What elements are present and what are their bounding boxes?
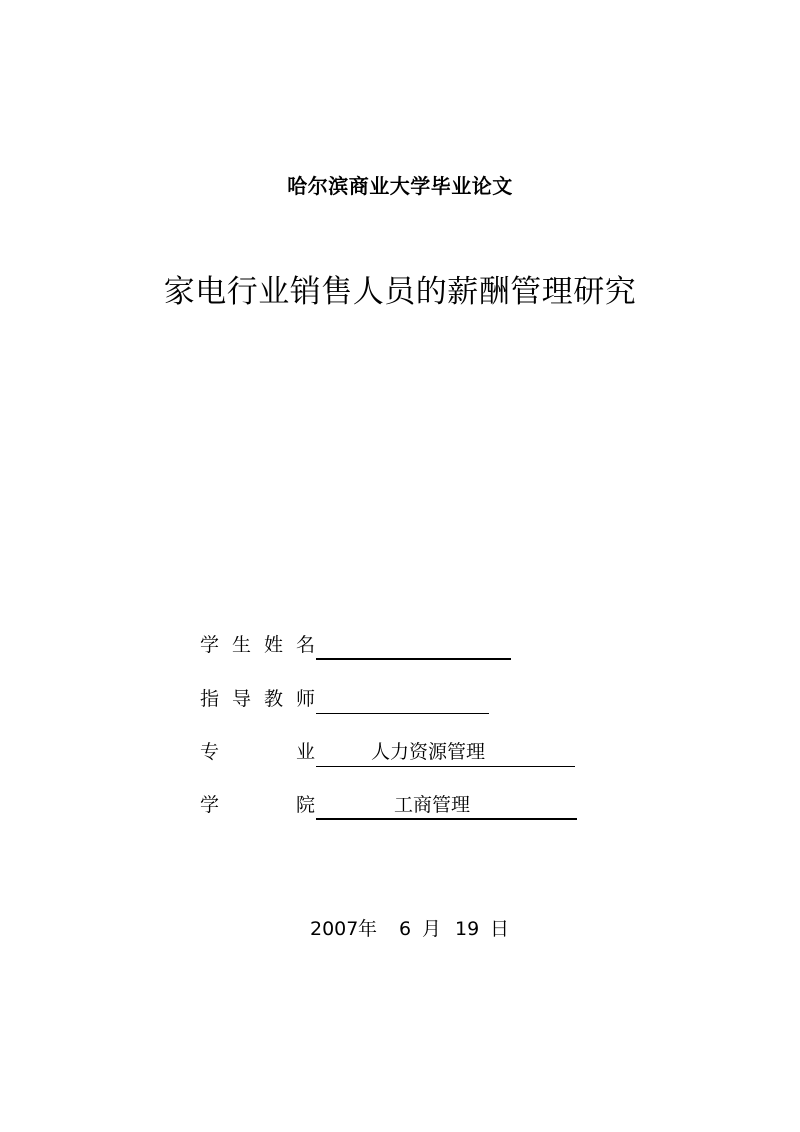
label-char: 业 xyxy=(296,741,316,763)
date-year-unit: 年 xyxy=(358,918,378,940)
major-label xyxy=(200,737,316,767)
label-char: 专 xyxy=(200,741,220,763)
tutor-field xyxy=(316,684,489,714)
thesis-title: 家电行业销售人员的薪酬管理研究 xyxy=(163,274,637,310)
date-month-unit: 月 xyxy=(422,918,442,940)
tutor-label xyxy=(200,684,316,714)
major-value: 人力资源管理 xyxy=(371,741,486,763)
label-char: 姓 xyxy=(264,634,284,656)
school-label xyxy=(200,790,316,820)
label-char: 师 xyxy=(296,688,316,710)
school-value: 工商管理 xyxy=(394,794,471,816)
label-char: 学 xyxy=(200,634,220,656)
date-month: 6 xyxy=(399,918,412,940)
date-day: 19 xyxy=(455,918,480,940)
university-heading: 哈尔滨商业大学毕业论文 xyxy=(287,174,513,198)
school-field xyxy=(316,790,577,820)
label-char: 教 xyxy=(264,688,284,710)
label-char: 生 xyxy=(232,634,252,656)
major-field xyxy=(316,737,575,767)
label-char: 学 xyxy=(200,794,220,816)
student-name-label xyxy=(200,630,316,660)
label-char: 指 xyxy=(200,688,220,710)
label-char: 导 xyxy=(232,688,252,710)
date-year: 2007 xyxy=(310,918,359,940)
label-char: 名 xyxy=(296,634,316,656)
label-char: 院 xyxy=(296,794,316,816)
student-name-field xyxy=(316,630,511,660)
date-day-unit: 日 xyxy=(490,918,510,940)
